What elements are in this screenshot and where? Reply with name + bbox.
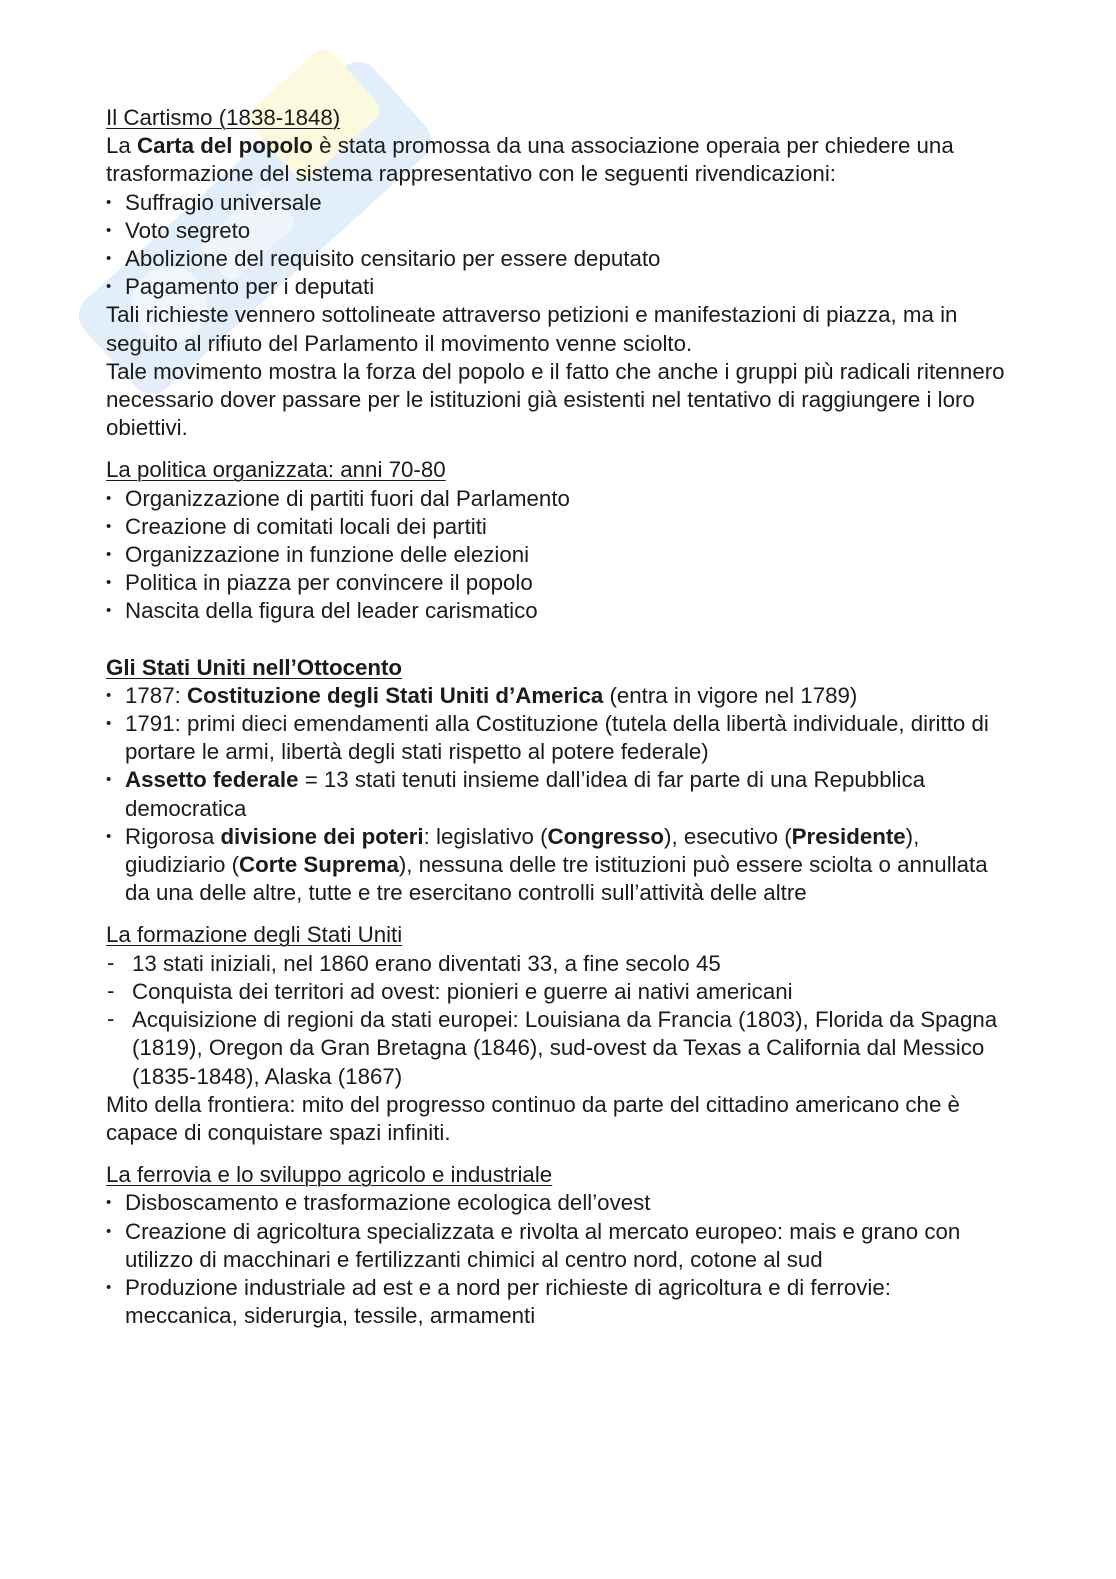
list-item: • Suffragio universale bbox=[106, 189, 1006, 217]
bullet-list bbox=[106, 189, 1006, 302]
list-item: • Organizzazione di partiti fuori dal Parlamento bbox=[106, 485, 1006, 513]
list-item: • Abolizione del requisito censitario per essere deputato bbox=[106, 245, 1006, 273]
list-item: - Conquista dei territori ad ovest: pionieri e guerre ai nativi americani bbox=[106, 978, 1006, 1006]
section-title: La formazione degli Stati Uniti bbox=[106, 922, 403, 948]
section-title: Gli Stati Uniti nell’Ottocento bbox=[106, 654, 403, 680]
section-title: La ferrovia e lo sviluppo agricolo e industriale bbox=[106, 1162, 553, 1188]
list-item: - 13 stati iniziali, nel 1860 erano diventati 33, a fine secolo 45 bbox=[106, 950, 1006, 978]
bullet-list bbox=[106, 485, 1006, 626]
section-cartismo bbox=[106, 104, 1006, 442]
section-ferrovia-sviluppo bbox=[106, 1161, 1006, 1330]
paragraph: Mito della frontiera: mito del progresso continuo da parte del cittadino americano che è capace di conquistare spazi infiniti. bbox=[106, 1091, 960, 1145]
list-item: • 1791: primi dieci emendamenti alla Costituzione (tutela della libertà individuale, diritto di portare le armi, libertà degli stati rispetto al potere federale) bbox=[106, 710, 1006, 766]
section-title: La politica organizzata: anni 70-80 bbox=[106, 457, 446, 483]
list-item: • Assetto federale = 13 stati tenuti insieme dall’idea di far parte di una Repubblica democratica bbox=[106, 766, 1006, 822]
paragraph: Tale movimento mostra la forza del popolo e il fatto che anche i gruppi più radicali ritennero necessario dover passare per le istituzioni già esistenti nel tentativo di raggiungere i loro obiettivi. bbox=[106, 358, 1005, 441]
intro-paragraph: La Carta del popolo è stata promossa da una associazione operaia per chiedere una trasformazione del sistema rappresentativo con le seguenti rivendicazioni: bbox=[106, 133, 954, 187]
list-item: • Pagamento per i deputati bbox=[106, 273, 1006, 301]
document-page bbox=[106, 104, 1006, 1330]
bullet-list bbox=[106, 682, 1006, 908]
list-item: - Acquisizione di regioni da stati europei: Louisiana da Francia (1803), Florida da Spagna (1819), Oregon da Gran Bretagna (1846), sud-ovest da Texas a California dal Messico (1835-1848), Alaska (1867) bbox=[106, 1006, 1006, 1091]
list-item: • Creazione di agricoltura specializzata e rivolta al mercato europeo: mais e grano con utilizzo di macchinari e fertilizzanti chimici al centro nord, cotone al sud bbox=[106, 1218, 1006, 1274]
list-item: • Creazione di comitati locali dei partiti bbox=[106, 513, 1006, 541]
list-item: • Disboscamento e trasformazione ecologica dell’ovest bbox=[106, 1189, 1006, 1217]
section-stati-uniti-ottocento bbox=[106, 654, 1006, 908]
list-item: • 1787: Costituzione degli Stati Uniti d’America (entra in vigore nel 1789) bbox=[106, 682, 1006, 710]
list-item: • Rigorosa divisione dei poteri: legislativo (Congresso), esecutivo (Presidente), giudiziario (Corte Suprema), nessuna delle tre istituzioni può essere sciolta o annullata da una delle altre, tutte e tre esercitano controlli sull’attività delle altre bbox=[106, 823, 1006, 908]
list-item: • Produzione industriale ad est e a nord per richieste di agricoltura e di ferrovie: meccanica, siderurgia, tessile, armamenti bbox=[106, 1274, 1006, 1330]
dash-list bbox=[106, 950, 1006, 1091]
list-item: • Nascita della figura del leader carismatico bbox=[106, 597, 1006, 625]
list-item: • Voto segreto bbox=[106, 217, 1006, 245]
paragraph: Tali richieste vennero sottolineate attraverso petizioni e manifestazioni di piazza, ma in seguito al rifiuto del Parlamento il movimento venne sciolto. bbox=[106, 302, 958, 356]
bullet-list bbox=[106, 1189, 1006, 1330]
section-formazione-stati-uniti bbox=[106, 921, 1006, 1147]
list-item: • Organizzazione in funzione delle elezioni bbox=[106, 541, 1006, 569]
list-item: • Politica in piazza per convincere il popolo bbox=[106, 569, 1006, 597]
section-politica-organizzata bbox=[106, 456, 1006, 625]
section-title: Il Cartismo (1838-1848) bbox=[106, 105, 341, 130]
